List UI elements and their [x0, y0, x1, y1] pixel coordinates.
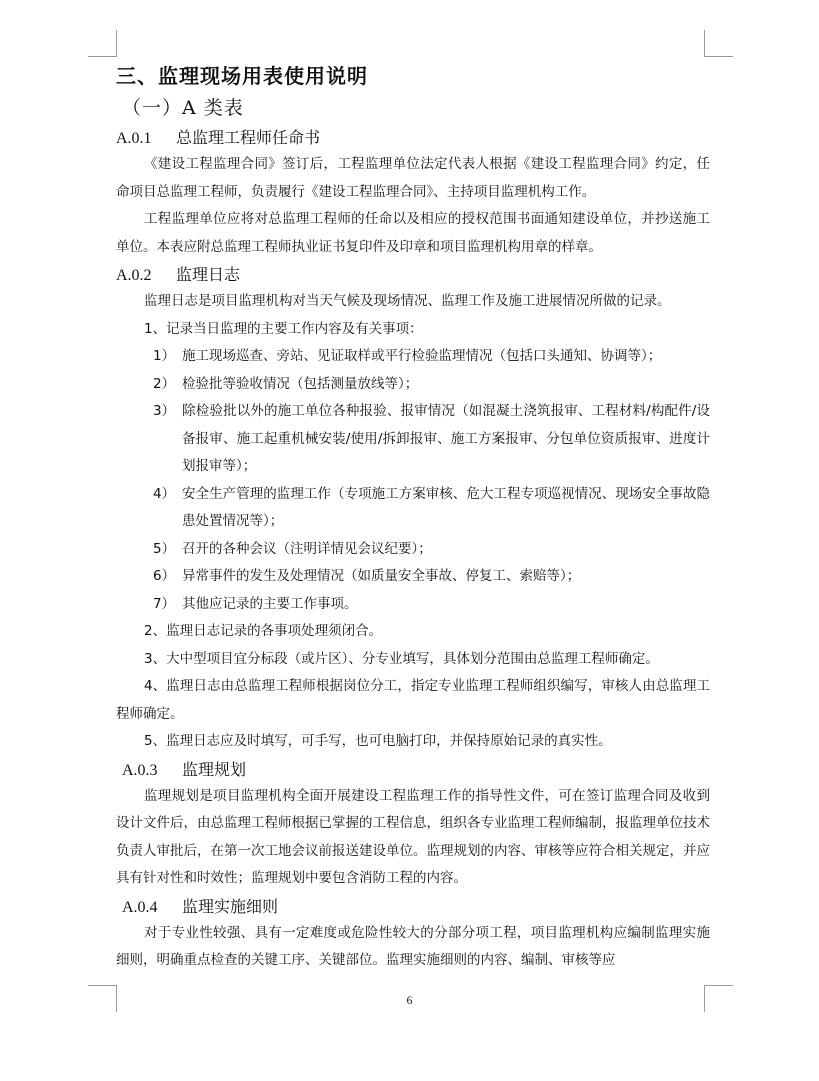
list-item: 2） 检验批等验收情况（包括测量放线等）； [153, 375, 419, 392]
crop-mark-top-right [704, 30, 733, 57]
heading-a02-title: 监理日志 [176, 265, 241, 284]
a02-point-5: 5、监理日志应及时填写，可手写，也可电脑打印，并保持原始记录的真实性。 [144, 733, 612, 749]
list-item: 7） 其他应记录的主要工作事项。 [153, 595, 358, 612]
heading-a03-title: 监理规划 [182, 759, 247, 779]
heading-a01-title: 总监理工程师任命书 [176, 128, 321, 147]
section-title: 三、监理现场用表使用说明 [116, 64, 368, 88]
heading-a04 [116, 893, 710, 920]
crop-mark-top-left [88, 30, 117, 57]
list-item: 3） 除检验批以外的施工单位各种报验、报审情况（如混凝土浇筑报审、工程材料/构配件/设备报审、施工起重机械安装/使用/拆卸报审、施工方案报审、分包单位资质报审、进度计划报审等）； [153, 403, 710, 474]
heading-a01-number: A.0.1 [116, 130, 152, 147]
page-number: 6 [406, 993, 413, 1007]
page-content [116, 60, 710, 975]
list-item: 1） 施工现场巡查、旁站、见证取样或平行检验监理情况（包括口头通知、协调等）； [153, 348, 662, 364]
a02-point-4: 4、监理日志由总监理工程师根据岗位分工，指定专业监理工程师组织编写，审核人由总监理工程师确定。 [116, 678, 710, 722]
a04-paragraph: 对于专业性较强、具有一定难度或危险性较大的分部分项工程，项目监理机构应编制监理实施细则，明确重点检查的关键工序、关键部位。监理实施细则的内容、编制、审核等应 [116, 924, 710, 968]
a01-paragraph-1: 《建设工程监理合同》签订后，工程监理单位法定代表人根据《建设工程监理合同》约定，任命项目总监理工程师，负责履行《建设工程监理合同》、主持项目监理机构工作。 [116, 156, 710, 200]
a03-paragraph: 监理规划是项目监理机构全面开展建设工程监理工作的指导性文件，可在签订监理合同及收到设计文件后，由总监理工程师根据已掌握的工程信息，组织各专业监理工程师编制，报监理单位技术负责人审批后，在第一次工地会议前报送建设单位。监理规划的内容、审核等应符合相关规定，并应具有针对性和时效性；监理规划中要包含消防工程的内容。 [116, 787, 710, 886]
heading-a04-number: A.0.4 [122, 898, 158, 916]
heading-a03-number: A.0.3 [122, 761, 158, 779]
heading-a01 [116, 124, 710, 151]
heading-a04-title: 监理实施细则 [182, 896, 279, 916]
subsection-title: （一）A 类表 [122, 97, 244, 119]
list-item: 6） 异常事件的发生及处理情况（如质量安全事故、停复工、索赔等）； [153, 568, 581, 584]
heading-a03 [116, 756, 710, 783]
list-item: 5） 召开的各种会议（注明详情见会议纪要）； [153, 540, 432, 557]
a02-intro: 监理日志是项目监理机构对当天气候及现场情况、监理工作及施工进展情况所做的记录。 [144, 293, 671, 309]
a01-paragraph-2: 工程监理单位应将对总监理工程师的任命以及相应的授权范围书面通知建设单位，并抄送施工单位。本表应附总监理工程师执业证书复印件及印章和项目监理机构用章的样章。 [116, 211, 710, 255]
a02-point-3: 3、大中型项目宜分标段（或片区）、分专业填写，具体划分范围由总监理工程师确定。 [144, 650, 659, 667]
heading-a02-number: A.0.2 [116, 267, 152, 284]
heading-a02 [116, 261, 710, 288]
a02-point-2: 2、监理日志记录的各事项处理须闭合。 [144, 623, 383, 639]
list-item: 4） 安全生产管理的监理工作（专项施工方案审核、危大工程专项巡视情况、现场安全事故隐患处置情况等）； [153, 485, 710, 529]
a02-point-1: 1、记录当日监理的主要工作内容及有关事项： [144, 320, 423, 337]
